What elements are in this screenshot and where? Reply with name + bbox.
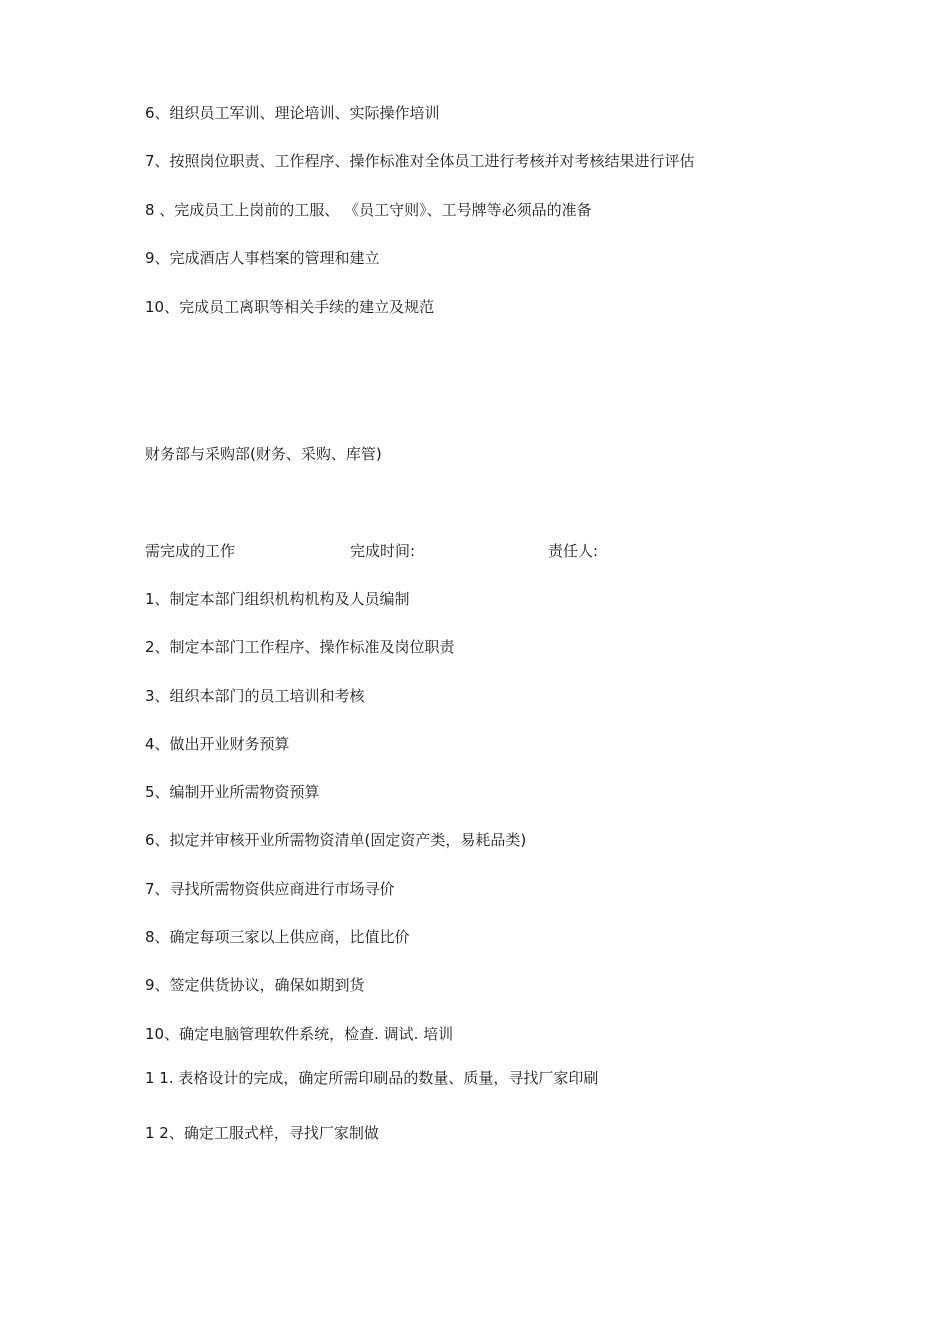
list-item: 7、按照岗位职责、工作程序、操作标准对全体员工进行考核并对考核结果进行评估 [145, 152, 695, 170]
list-item: 10、完成员工离职等相关手续的建立及规范 [145, 298, 435, 316]
list-item: 8、确定每项三家以上供应商，比值比价 [145, 928, 410, 946]
list-item: 7、寻找所需物资供应商进行市场寻价 [145, 880, 395, 898]
column-header-owner: 责任人: [548, 542, 599, 560]
list-item: 1 2、确定工服式样，寻找厂家制做 [145, 1124, 379, 1142]
column-header-task: 需完成的工作 [145, 542, 236, 560]
section-title: 财务部与采购部(财务、采购、库管) [145, 445, 382, 463]
list-item: 3、组织本部门的员工培训和考核 [145, 687, 365, 705]
list-item: 9、签定供货协议，确保如期到货 [145, 976, 365, 994]
list-item: 2、制定本部门工作程序、操作标准及岗位职责 [145, 638, 455, 656]
list-item: 6、组织员工军训、理论培训、实际操作培训 [145, 104, 440, 122]
list-item: 9、完成酒店人事档案的管理和建立 [145, 249, 380, 267]
list-item: 1 1. 表格设计的完成，确定所需印刷品的数量、质量，寻找厂家印刷 [145, 1069, 599, 1087]
list-item: 8 、完成员工上岗前的工服、 《员工守则》、工号牌等必须品的准备 [145, 201, 592, 219]
column-header-time: 完成时间: [350, 542, 416, 560]
list-item: 10、确定电脑管理软件系统，检查. 调试. 培训 [145, 1025, 454, 1043]
list-item: 4、做出开业财务预算 [145, 735, 290, 753]
list-item: 5、编制开业所需物资预算 [145, 783, 320, 801]
list-item: 1、制定本部门组织机构机构及人员编制 [145, 590, 410, 608]
list-item: 6、拟定并审核开业所需物资清单(固定资产类，易耗品类) [145, 831, 527, 849]
